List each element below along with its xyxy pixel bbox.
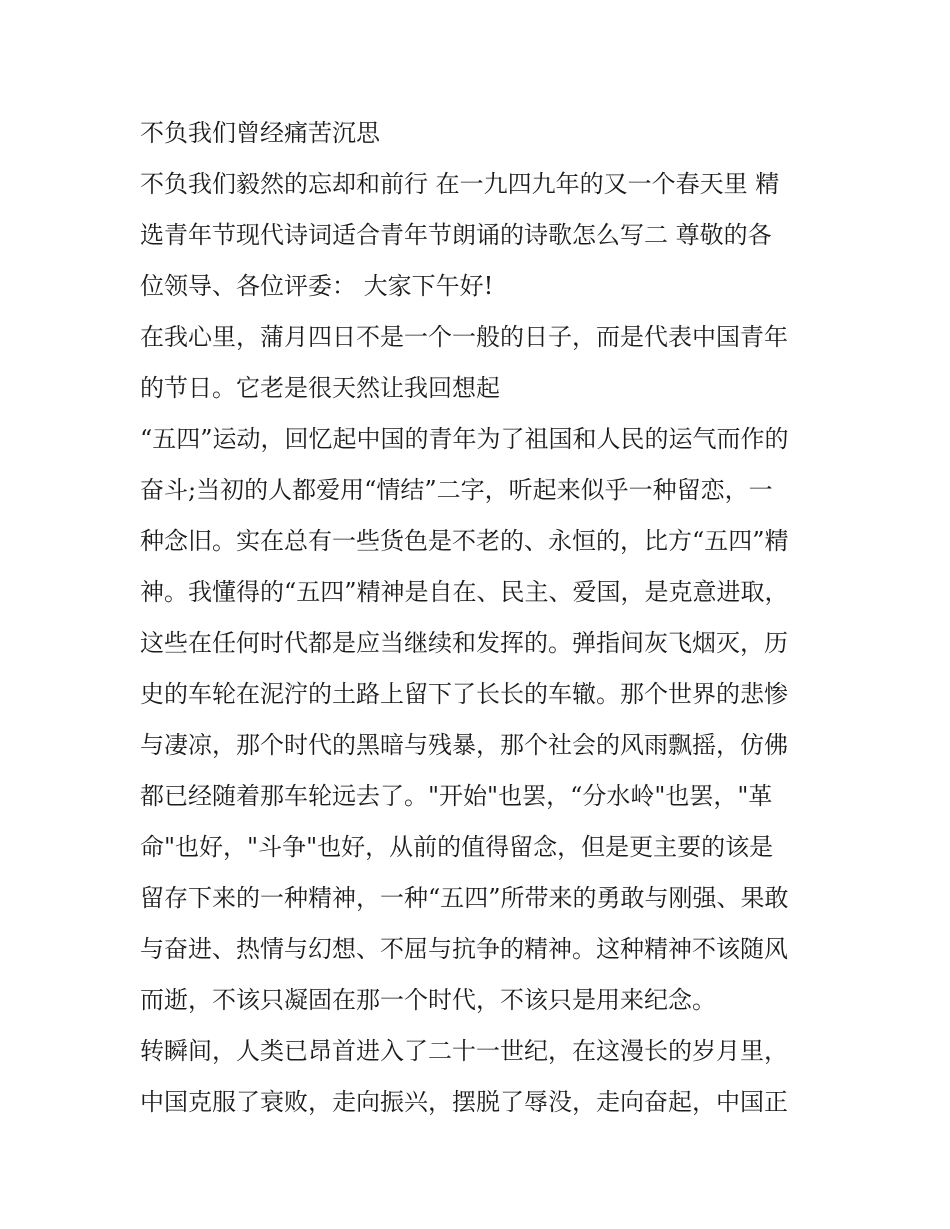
text-line: 不负我们毅然的忘却和前行 在一九四九年的又一个春天里 精 bbox=[140, 170, 780, 198]
text-line: 都已经随着那车轮远去了。"开始"也罢，“分水岭"也罢，"革 bbox=[140, 782, 773, 810]
text-line: 留存下来的一种精神，一种“五四”所带来的勇敢与刚强、果敢 bbox=[140, 884, 789, 912]
text-line: 转瞬间，人类已昂首进入了二十一世纪，在这漫长的岁月里， bbox=[140, 1037, 788, 1065]
document-body bbox=[140, 108, 820, 1128]
text-line: 与奋进、热情与幻想、不屈与抗争的精神。这种精神不该随风 bbox=[140, 935, 788, 963]
text-line: 这些在任何时代都是应当继续和发挥的。弹指间灰飞烟灭，历 bbox=[140, 629, 788, 657]
text-line: 位领导、各位评委： 大家下午好! bbox=[140, 272, 494, 300]
text-line: 种念旧。实在总有一些货色是不老的、永恒的，比方“五四”精 bbox=[140, 527, 789, 555]
text-line: 神。我懂得的“五四”精神是自在、民主、爱国，是克意进取， bbox=[140, 578, 789, 606]
text-line: 命"也好，"斗争"也好，从前的值得留念，但是更主要的该是 bbox=[140, 833, 774, 861]
text-line: 与凄凉，那个时代的黑暗与残暴，那个社会的风雨飘摇，仿佛 bbox=[140, 731, 788, 759]
text-line: 的节日。它老是很天然让我回想起 bbox=[140, 374, 500, 402]
text-line: 奋斗;当初的人都爱用“情结”二字，听起来似乎一种留恋，一 bbox=[140, 476, 773, 504]
text-line: 而逝，不该只凝固在那一个时代，不该只是用来纪念。 bbox=[140, 986, 716, 1014]
text-line: 史的车轮在泥泞的土路上留下了长长的车辙。那个世界的悲惨 bbox=[140, 680, 788, 708]
text-line: 中国克服了衰败，走向振兴，摆脱了辱没，走向奋起，中国正 bbox=[140, 1088, 788, 1116]
text-line: 不负我们曾经痛苦沉思 bbox=[140, 119, 380, 147]
text-line: “五四”运动，回忆起中国的青年为了祖国和人民的运气而作的 bbox=[140, 425, 789, 453]
text-line: 选青年节现代诗词适合青年节朗诵的诗歌怎么写二 尊敬的各 bbox=[140, 221, 772, 249]
text-line: 在我心里，蒲月四日不是一个一般的日子，而是代表中国青年 bbox=[140, 323, 788, 351]
